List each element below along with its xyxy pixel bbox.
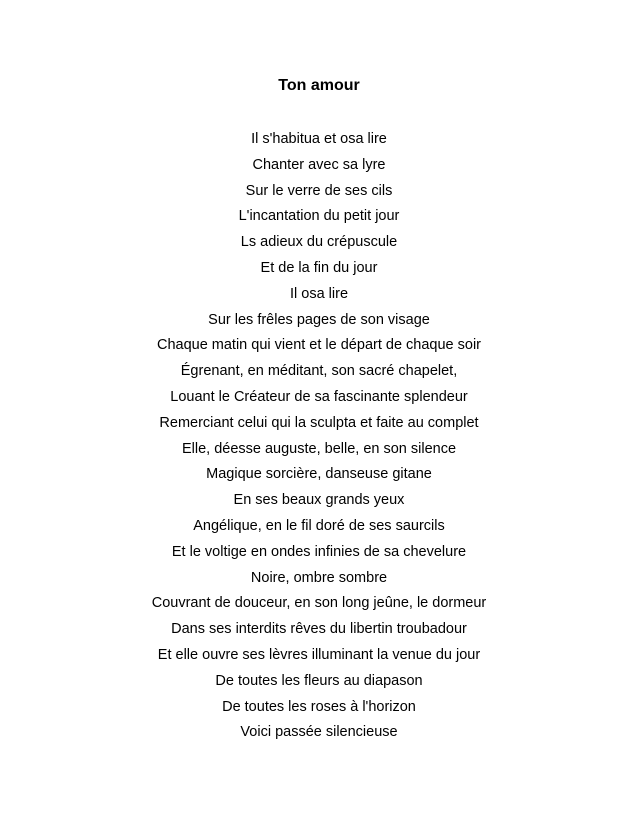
poem-line: Et le voltige en ondes infinies de sa chevelure [171,543,467,560]
poem-line: De toutes les roses à l'horizon [222,698,416,715]
poem-line: L'incantation du petit jour [238,208,400,225]
poem-line: De toutes les fleurs au diapason [215,672,423,689]
poem-line: Il osa lire [289,285,349,302]
poem-line: Il s'habitua et osa lire [251,131,387,147]
poem-line: Noire, ombre sombre [250,569,388,586]
poem-line: Sur le verre de ses cils [245,182,393,199]
poem-line: Louant le Créateur de sa fascinante splendeur [170,388,468,405]
poem-line: Remerciant celui qui la sculpta et faite au complet [159,414,479,431]
poem-line: Elle, déesse auguste, belle, en son silence [181,440,457,457]
poem-line: Sur les frêles pages de son visage [208,311,430,328]
poem-title: Ton amour [278,77,360,94]
poem-line: Magique sorcière, danseuse gitane [206,466,432,483]
poem-line: Égrenant, en méditant, son sacré chapelet, [180,363,458,380]
poem-line: Voici passée silencieuse [240,724,398,741]
poem-line: Chanter avec sa lyre [252,156,386,173]
poem-line: Chaque matin qui vient et le départ de chaque soir [156,337,482,354]
poem-line: Ls adieux du crépuscule [240,234,398,251]
poem-line: Et elle ouvre ses lèvres illuminant la venue du jour [157,646,481,663]
poem-line: Et de la fin du jour [260,259,378,276]
poem-line: En ses beaux grands yeux [233,492,405,509]
poem-line: Dans ses interdits rêves du libertin troubadour [171,621,467,638]
poem-body [0,127,638,746]
poem-line: Angélique, en le fil doré de ses saurcils [193,517,445,534]
poem-line: Couvrant de douceur, en son long jeûne, le dormeur [151,595,487,612]
